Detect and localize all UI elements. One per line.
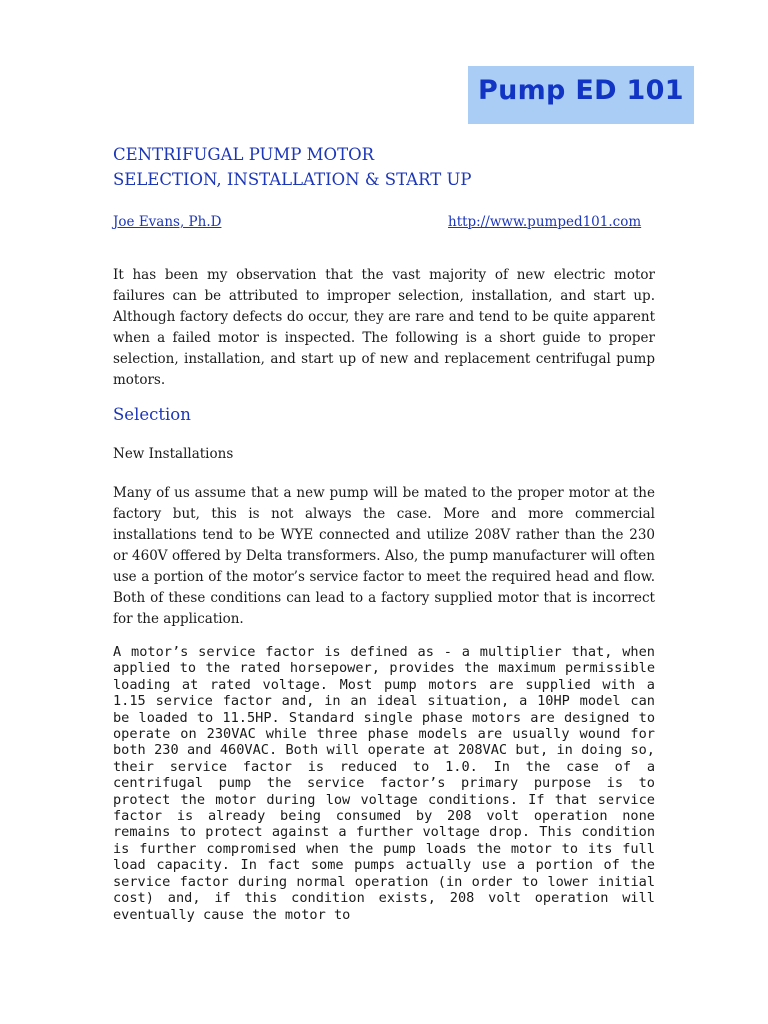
subheading-new-installations: New Installations [113, 446, 234, 462]
document-title-line-2: SELECTION, INSTALLATION & START UP [113, 170, 472, 189]
logo-box [468, 66, 694, 124]
service-factor-paragraph: A motor’s service factor is defined as - a multiplier that, when applied to the rated horsepower, provides the maximum permissible loading at rated voltage. Most pump motors are supplied with a 1.15 service factor and, in an ideal situation, a 10HP model can be loaded to 11.5HP. Standard single phase motors are designed to operate on 230VAC while three phase models are usually wound for both 230 and 460VAC. Both will operate at 208VAC but, in doing so, their service factor is reduced to 1.0. In the case of a centrifugal pump the service factor’s primary purpose is to protect the motor during low voltage conditions. If that service factor is already being consumed by 208 volt operation none remains to protect against a further voltage drop. This condition is further compromised when the pump loads the motor to its full load capacity. In fact some pumps actually use a portion of the service factor during normal operation (in order to lower initial cost) and, if this condition exists, 208 volt operation will eventually cause the motor to [113, 644, 655, 923]
intro-paragraph: It has been my observation that the vast majority of new electric motor failures can be attributed to improper selection, installation, and start up. Although factory defects do occur, they are rare and tend to be quite apparent when a failed motor is inspected. The following is a short guide to proper selection, installation, and start up of new and replacement centrifugal pump motors. [113, 267, 655, 388]
document-title-line-1: CENTRIFUGAL PUMP MOTOR [113, 145, 375, 164]
body-paragraph: Many of us assume that a new pump will be mated to the proper motor at the factory but, this is not always the case. More and more commercial installations tend to be WYE connected and utilize 208V rather than the 230 or 460V offered by Delta transformers. Also, the pump manufacturer will often use a portion of the motor’s service factor to meet the required head and flow. Both of these conditions can lead to a factory supplied motor that is incorrect for the application. [113, 485, 655, 627]
logo-text: Pump ED 101 [478, 75, 684, 106]
website-link[interactable]: http://www.pumped101.com [448, 214, 642, 230]
section-heading-selection: Selection [113, 405, 191, 424]
author-link[interactable]: Joe Evans, Ph.D [113, 214, 222, 230]
